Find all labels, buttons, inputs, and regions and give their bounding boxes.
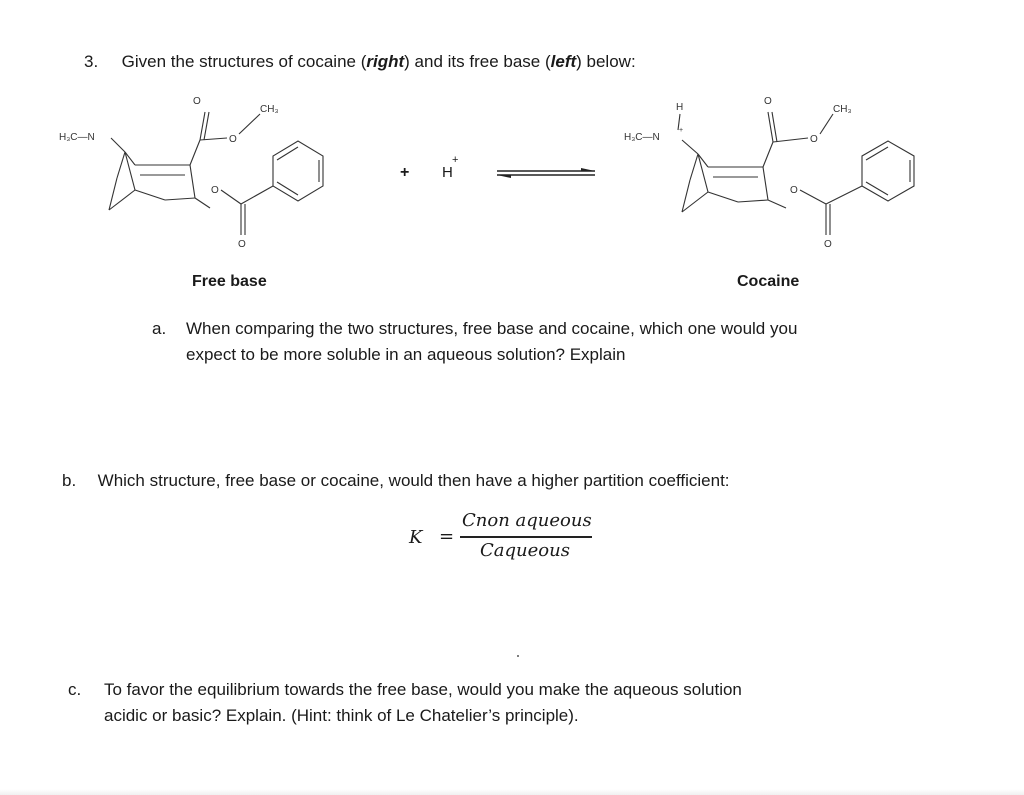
cocaine-structure xyxy=(618,90,948,260)
stray-dot xyxy=(517,655,519,657)
question-3 xyxy=(84,49,636,75)
question-right: right xyxy=(366,52,405,71)
free-base-o-ester-top: O xyxy=(229,134,237,145)
part-b-letter: b. xyxy=(62,471,77,490)
cocaine-n-charge: + xyxy=(679,127,684,134)
cocaine-ch3: CH₃ xyxy=(833,104,852,115)
free-base-svg xyxy=(55,90,385,260)
question-text-post: ) below: xyxy=(576,52,636,71)
cocaine-o-ester-top: O xyxy=(810,134,818,145)
part-a-line-1: When comparing the two structures, free base and cocaine, which one would you xyxy=(186,319,798,338)
cocaine-h3c-n: H₃C—N xyxy=(624,132,660,143)
equilibrium-arrows xyxy=(495,166,600,180)
proton-symbol: H xyxy=(442,164,453,181)
question-number: 3. xyxy=(84,52,99,71)
part-c-letter: c. xyxy=(68,680,82,699)
cocaine-benzene-ring xyxy=(862,141,914,201)
plus-sign: + xyxy=(400,164,410,181)
cocaine-o-carbonyl-top: O xyxy=(764,96,772,107)
formula-numerator: Cnon aqueous xyxy=(462,510,592,531)
part-b xyxy=(62,468,730,494)
equilibrium-arrows-svg xyxy=(495,166,600,180)
cocaine-h: H xyxy=(676,102,684,113)
free-base-ch3: CH₃ xyxy=(260,104,279,115)
part-c-line-2: acidic or basic? Explain. (Hint: think of Le Chatelier’s principle). xyxy=(104,705,579,725)
part-a-line-2: expect to be more soluble in an aqueous solution? Explain xyxy=(186,344,626,364)
plus-proton xyxy=(396,154,476,188)
free-base-label: Free base xyxy=(192,273,267,290)
cocaine-svg xyxy=(618,90,948,260)
cocaine-label: Cocaine xyxy=(737,273,800,290)
question-text-pre: Given the structures of cocaine ( xyxy=(121,52,367,71)
part-c-line-1: To favor the equilibrium towards the free base, would you make the aqueous solution xyxy=(104,680,742,699)
formula-equals: = xyxy=(439,526,455,547)
free-base-structure xyxy=(55,90,385,260)
formula-k: K xyxy=(409,527,423,548)
question-text-mid: ) and its free base ( xyxy=(404,52,551,71)
free-base-h3c-n: H₃C—N xyxy=(59,132,95,143)
free-base-o-carbonyl-top: O xyxy=(193,96,201,107)
question-left: left xyxy=(550,52,577,71)
free-base-benzene-ring xyxy=(273,141,323,201)
cocaine-o-ester-bottom: O xyxy=(790,185,798,196)
free-base-o-carbonyl-bottom: O xyxy=(238,239,246,250)
fraction-bar xyxy=(460,536,592,538)
free-base-o-ester-bottom: O xyxy=(211,185,219,196)
formula-denominator: Caqueous xyxy=(480,540,570,561)
cocaine-o-carbonyl-bottom: O xyxy=(824,239,832,250)
page-bottom-edge xyxy=(0,789,1024,795)
part-a-letter: a. xyxy=(152,319,167,338)
proton-charge: + xyxy=(452,154,459,166)
part-b-text: Which structure, free base or cocaine, would then have a higher partition coefficient: xyxy=(97,471,730,490)
